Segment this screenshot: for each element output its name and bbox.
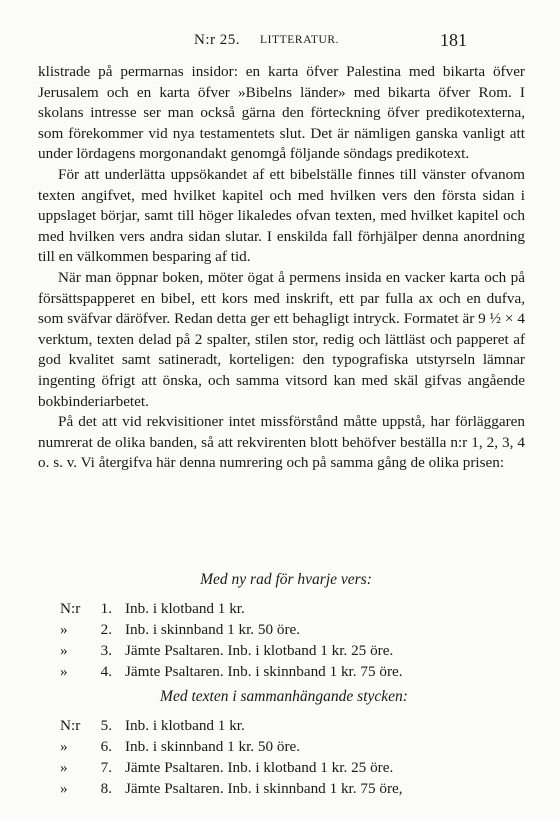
price-item [60,598,403,619]
item-prefix: » [60,642,68,659]
running-header [0,32,560,54]
item-text: Jämte Psaltaren. Inb. i klotband 1 kr. 25 öre. [125,642,394,659]
price-item [60,757,403,778]
price-item [60,661,403,682]
item-number: 5. [100,717,112,734]
subheading-continuous-text: Med texten i sammanhängande stycken: [160,688,408,705]
page-number: 181 [440,30,467,50]
item-text: Inb. i skinnband 1 kr. 50 öre. [125,621,301,638]
item-prefix: » [60,663,68,680]
paragraph: För att underlätta uppsökandet af ett bibelställe finnes till vänster ofvanom texten angifvet, med hvilket kapitel och med hvilken vers den första sidan i uppslaget börjar, samt till höger likaledes ofvan texten, med hvilket kapitel och med hvilken vers andra sidan slutar. I enskilda fall förhjälper denna anordning till en välkommen besparing af tid. [38,165,525,266]
item-prefix: » [60,759,68,776]
item-prefix: N:r [60,600,81,617]
price-item [60,619,403,640]
item-prefix: » [60,780,68,797]
item-prefix: N:r [60,717,81,734]
price-item [60,736,403,757]
item-number: 1. [100,600,112,617]
item-number: 3. [100,642,112,659]
price-item [60,640,403,661]
body-text [38,62,525,474]
price-list-continuous-text [60,715,403,799]
item-text: Jämte Psaltaren. Inb. i skinnband 1 kr. 75 öre. [125,663,403,680]
item-number: 2. [100,621,112,638]
paragraph: klistrade på permarnas insidor: en karta öfver Palestina med bikarta öfver Jerusalem och en karta öfver »Bibelns länder» med bikarta öfver Rom. I skolans intresse ser man också gärna den förteckning öfver predikotexterna, som förekommer vid nya testamentets slut. Det är nämligen ganska vanligt att under lördagens morgonandakt genomgå följande söndags predikotext. [38,63,525,163]
item-number: 4. [100,663,112,680]
item-number: 8. [100,780,112,797]
issue-number: N:r 25. [194,32,240,48]
item-prefix: » [60,621,68,638]
item-text: Inb. i klotband 1 kr. [125,600,245,617]
item-number: 7. [100,759,112,776]
price-item [60,715,403,736]
paragraph: På det att vid rekvisitioner intet missförstånd måtte uppstå, har förläggaren numrerat de olika banden, så att rekvirenten blott behöfver beställa n:r 1, 2, 3, 4 o. s. v. Vi återgifva här denna numrering och på samma gång de olika prisen: [38,413,525,472]
section-title: LITTERATUR. [260,34,340,46]
item-text: Inb. i skinnband 1 kr. 50 öre. [125,738,301,755]
item-text: Jämte Psaltaren. Inb. i klotband 1 kr. 25 öre. [125,759,394,776]
item-prefix: » [60,738,68,755]
item-number: 6. [100,738,112,755]
subheading-per-verse: Med ny rad för hvarje vers: [200,571,372,588]
paragraph: När man öppnar boken, möter ögat å permens insida en vacker karta och på försättspapperet en bibel, ett kors med inskrift, ett par fulla ax och en dufva, som sväfvar däröfver. Redan detta ger ett behagligt intryck. Formatet är 9 ½ × 4 verktum, texten delad på 2 spalter, stilen stor, redig och lättläst och papperet af god kvalitet samt satineradt, korteligen: den typografiska utstyrseln lämnar ingenting öfrigt att önska, och samma vitsord kan med skäl gifvas angående bokbinderiarbetet. [38,268,525,410]
item-text: Inb. i klotband 1 kr. [125,717,245,734]
item-text: Jämte Psaltaren. Inb. i skinnband 1 kr. 75 öre, [125,780,403,797]
price-list-per-verse [60,598,403,682]
price-item [60,778,403,799]
